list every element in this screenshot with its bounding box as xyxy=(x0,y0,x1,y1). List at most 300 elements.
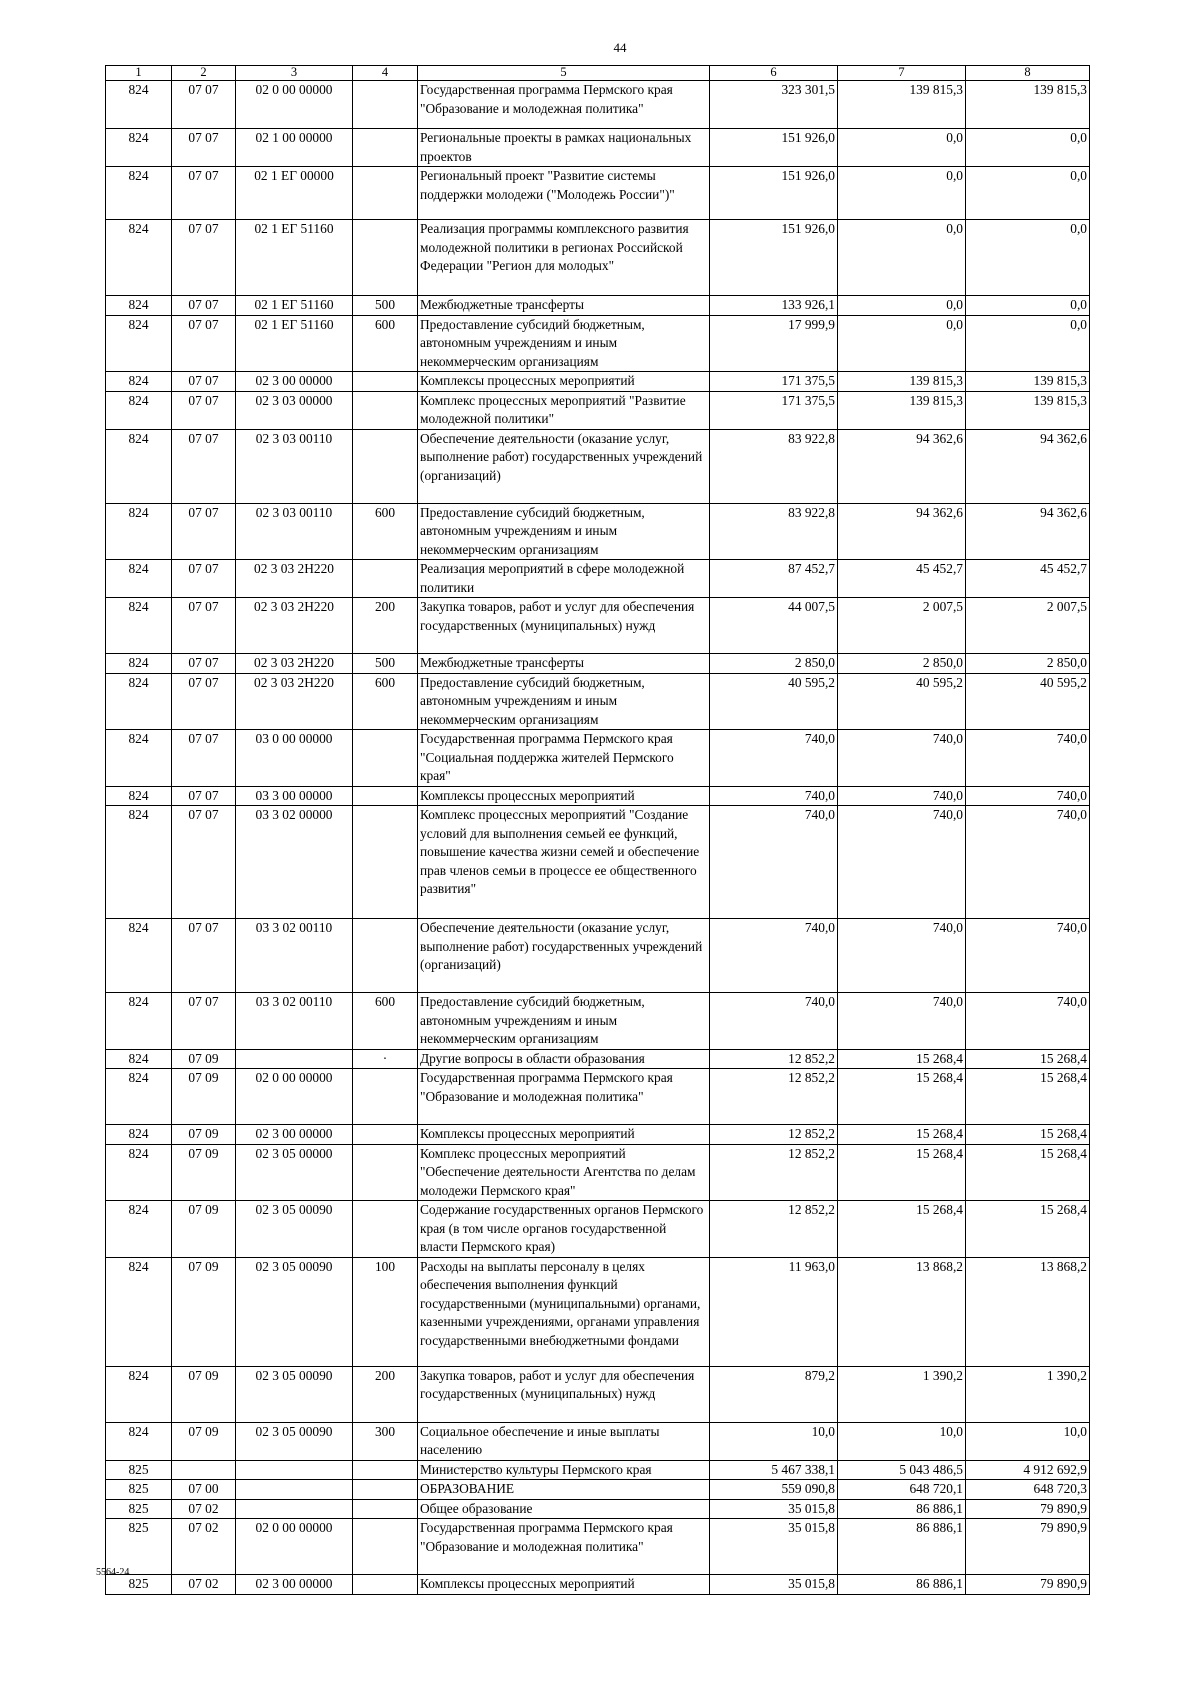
item-name-cell: Межбюджетные трансферты xyxy=(418,654,710,674)
table-row xyxy=(106,654,1090,674)
table-row xyxy=(106,372,1090,392)
amount-year-2-cell: 139 815,3 xyxy=(838,81,966,129)
target-article-cell: 02 1 ЕГ 51160 xyxy=(236,315,353,372)
expense-type-cell xyxy=(353,1460,418,1480)
amount-year-2-cell: 2 850,0 xyxy=(838,654,966,674)
column-header: 5 xyxy=(418,66,710,81)
admin-code-cell: 824 xyxy=(106,81,172,129)
amount-year-1-cell: 12 852,2 xyxy=(710,1069,838,1125)
table-row xyxy=(106,786,1090,806)
item-name-cell: Реализация программы комплексного развития молодежной политики в регионах Российской Федерации "Регион для молодых" xyxy=(418,220,710,296)
amount-year-2-cell: 0,0 xyxy=(838,315,966,372)
item-name-cell: Комплексы процессных мероприятий xyxy=(418,372,710,392)
amount-year-1-cell: 17 999,9 xyxy=(710,315,838,372)
table-row xyxy=(106,1201,1090,1258)
expense-type-cell xyxy=(353,391,418,429)
amount-year-1-cell: 10,0 xyxy=(710,1422,838,1460)
section-code-cell: 07 07 xyxy=(172,786,236,806)
target-article-cell: 02 3 03 00110 xyxy=(236,503,353,560)
amount-year-2-cell: 86 886,1 xyxy=(838,1499,966,1519)
target-article-cell: 03 0 00 00000 xyxy=(236,730,353,787)
amount-year-3-cell: 0,0 xyxy=(966,315,1090,372)
section-code-cell: 07 09 xyxy=(172,1257,236,1366)
amount-year-2-cell: 15 268,4 xyxy=(838,1049,966,1069)
table-row xyxy=(106,673,1090,730)
target-article-cell: 02 0 00 00000 xyxy=(236,1519,353,1575)
item-name-cell: Государственная программа Пермского края "Образование и молодежная политика" xyxy=(418,1519,710,1575)
admin-code-cell: 824 xyxy=(106,1125,172,1145)
table-row xyxy=(106,220,1090,296)
admin-code-cell: 824 xyxy=(106,1049,172,1069)
amount-year-2-cell: 86 886,1 xyxy=(838,1519,966,1575)
expense-type-cell xyxy=(353,1125,418,1145)
expense-type-cell xyxy=(353,1201,418,1258)
section-code-cell: 07 09 xyxy=(172,1069,236,1125)
amount-year-2-cell: 648 720,1 xyxy=(838,1480,966,1500)
amount-year-2-cell: 2 007,5 xyxy=(838,598,966,654)
table-row xyxy=(106,993,1090,1050)
target-article-cell: 02 1 ЕГ 51160 xyxy=(236,296,353,316)
amount-year-1-cell: 740,0 xyxy=(710,806,838,919)
admin-code-cell: 824 xyxy=(106,919,172,993)
expense-type-cell xyxy=(353,167,418,220)
admin-code-cell: 824 xyxy=(106,598,172,654)
expense-type-cell: 500 xyxy=(353,296,418,316)
expense-type-cell xyxy=(353,220,418,296)
amount-year-1-cell: 323 301,5 xyxy=(710,81,838,129)
admin-code-cell: 824 xyxy=(106,1201,172,1258)
section-code-cell: 07 09 xyxy=(172,1366,236,1422)
table-row xyxy=(106,1499,1090,1519)
amount-year-3-cell: 139 815,3 xyxy=(966,372,1090,392)
admin-code-cell: 824 xyxy=(106,673,172,730)
table-row xyxy=(106,730,1090,787)
table-row xyxy=(106,391,1090,429)
column-number-row xyxy=(106,66,1090,81)
table-row xyxy=(106,1049,1090,1069)
admin-code-cell: 824 xyxy=(106,1069,172,1125)
amount-year-2-cell: 15 268,4 xyxy=(838,1144,966,1201)
section-code-cell: 07 09 xyxy=(172,1201,236,1258)
amount-year-1-cell: 12 852,2 xyxy=(710,1201,838,1258)
amount-year-3-cell: 15 268,4 xyxy=(966,1069,1090,1125)
target-article-cell: 02 3 00 00000 xyxy=(236,372,353,392)
amount-year-1-cell: 151 926,0 xyxy=(710,220,838,296)
table-row xyxy=(106,1125,1090,1145)
amount-year-3-cell: 94 362,6 xyxy=(966,429,1090,503)
section-code-cell: 07 02 xyxy=(172,1519,236,1575)
section-code-cell: 07 07 xyxy=(172,81,236,129)
target-article-cell: 03 3 00 00000 xyxy=(236,786,353,806)
target-article-cell: 02 3 05 00090 xyxy=(236,1257,353,1366)
amount-year-1-cell: 35 015,8 xyxy=(710,1575,838,1595)
item-name-cell: Предоставление субсидий бюджетным, автономным учреждениям и иным некоммерческим организациям xyxy=(418,993,710,1050)
amount-year-2-cell: 740,0 xyxy=(838,919,966,993)
admin-code-cell: 824 xyxy=(106,167,172,220)
target-article-cell: 02 3 03 2Н220 xyxy=(236,654,353,674)
expense-type-cell: 200 xyxy=(353,598,418,654)
amount-year-3-cell: 740,0 xyxy=(966,730,1090,787)
amount-year-1-cell: 35 015,8 xyxy=(710,1499,838,1519)
amount-year-2-cell: 740,0 xyxy=(838,993,966,1050)
expense-type-cell xyxy=(353,1069,418,1125)
item-name-cell: Министерство культуры Пермского края xyxy=(418,1460,710,1480)
amount-year-3-cell: 94 362,6 xyxy=(966,503,1090,560)
admin-code-cell: 824 xyxy=(106,654,172,674)
amount-year-3-cell: 740,0 xyxy=(966,993,1090,1050)
amount-year-1-cell: 559 090,8 xyxy=(710,1480,838,1500)
admin-code-cell: 824 xyxy=(106,1366,172,1422)
section-code-cell: 07 07 xyxy=(172,129,236,167)
expense-type-cell xyxy=(353,1480,418,1500)
item-name-cell: Комплекс процессных мероприятий "Создание условий для выполнения семьей ее функций, повышение качества жизни семей и обеспечение прав членов семьи в процессе ее общественного развития" xyxy=(418,806,710,919)
item-name-cell: Обеспечение деятельности (оказание услуг, выполнение работ) государственных учреждений (организаций) xyxy=(418,429,710,503)
budget-table xyxy=(105,65,1090,1595)
table-row xyxy=(106,167,1090,220)
amount-year-3-cell: 139 815,3 xyxy=(966,81,1090,129)
section-code-cell: 07 09 xyxy=(172,1125,236,1145)
section-code-cell: 07 07 xyxy=(172,503,236,560)
expense-type-cell xyxy=(353,1519,418,1575)
target-article-cell: 02 3 03 2Н220 xyxy=(236,598,353,654)
target-article-cell: 02 0 00 00000 xyxy=(236,81,353,129)
target-article-cell: 02 3 00 00000 xyxy=(236,1125,353,1145)
amount-year-1-cell: 12 852,2 xyxy=(710,1125,838,1145)
amount-year-3-cell: 0,0 xyxy=(966,220,1090,296)
item-name-cell: Государственная программа Пермского края "Образование и молодежная политика" xyxy=(418,1069,710,1125)
expense-type-cell xyxy=(353,372,418,392)
amount-year-2-cell: 0,0 xyxy=(838,296,966,316)
section-code-cell: 07 02 xyxy=(172,1575,236,1595)
amount-year-2-cell: 0,0 xyxy=(838,129,966,167)
document-code: 5564-24 xyxy=(96,1567,130,1578)
item-name-cell: Предоставление субсидий бюджетным, автономным учреждениям и иным некоммерческим организациям xyxy=(418,673,710,730)
table-row xyxy=(106,560,1090,598)
amount-year-3-cell: 139 815,3 xyxy=(966,391,1090,429)
expense-type-cell xyxy=(353,1575,418,1595)
admin-code-cell: 824 xyxy=(106,993,172,1050)
item-name-cell: Межбюджетные трансферты xyxy=(418,296,710,316)
table-row xyxy=(106,429,1090,503)
amount-year-1-cell: 83 922,8 xyxy=(710,503,838,560)
section-code-cell: 07 07 xyxy=(172,730,236,787)
admin-code-cell: 824 xyxy=(106,296,172,316)
amount-year-1-cell: 740,0 xyxy=(710,919,838,993)
column-header: 2 xyxy=(172,66,236,81)
target-article-cell: 02 1 00 00000 xyxy=(236,129,353,167)
item-name-cell: Социальное обеспечение и иные выплаты населению xyxy=(418,1422,710,1460)
amount-year-2-cell: 740,0 xyxy=(838,786,966,806)
amount-year-1-cell: 87 452,7 xyxy=(710,560,838,598)
amount-year-1-cell: 151 926,0 xyxy=(710,167,838,220)
amount-year-2-cell: 15 268,4 xyxy=(838,1069,966,1125)
target-article-cell: 02 3 03 2Н220 xyxy=(236,560,353,598)
section-code-cell: 07 07 xyxy=(172,560,236,598)
expense-type-cell: 100 xyxy=(353,1257,418,1366)
target-article-cell xyxy=(236,1460,353,1480)
admin-code-cell: 825 xyxy=(106,1460,172,1480)
admin-code-cell: 824 xyxy=(106,429,172,503)
amount-year-1-cell: 740,0 xyxy=(710,786,838,806)
admin-code-cell: 824 xyxy=(106,786,172,806)
amount-year-2-cell: 0,0 xyxy=(838,220,966,296)
table-row xyxy=(106,315,1090,372)
amount-year-3-cell: 740,0 xyxy=(966,786,1090,806)
column-header: 6 xyxy=(710,66,838,81)
amount-year-3-cell: 10,0 xyxy=(966,1422,1090,1460)
amount-year-1-cell: 83 922,8 xyxy=(710,429,838,503)
table-row xyxy=(106,1422,1090,1460)
column-header: 8 xyxy=(966,66,1090,81)
amount-year-3-cell: 2 007,5 xyxy=(966,598,1090,654)
admin-code-cell: 824 xyxy=(106,315,172,372)
table-row xyxy=(106,1069,1090,1125)
target-article-cell xyxy=(236,1499,353,1519)
table-row xyxy=(106,806,1090,919)
expense-type-cell xyxy=(353,1144,418,1201)
expense-type-cell xyxy=(353,560,418,598)
section-code-cell: 07 07 xyxy=(172,806,236,919)
amount-year-2-cell: 1 390,2 xyxy=(838,1366,966,1422)
expense-type-cell: 600 xyxy=(353,315,418,372)
target-article-cell: 02 3 05 00090 xyxy=(236,1422,353,1460)
column-header: 7 xyxy=(838,66,966,81)
amount-year-3-cell: 13 868,2 xyxy=(966,1257,1090,1366)
table-row xyxy=(106,1366,1090,1422)
column-header: 3 xyxy=(236,66,353,81)
target-article-cell: 02 0 00 00000 xyxy=(236,1069,353,1125)
admin-code-cell: 824 xyxy=(106,372,172,392)
expense-type-cell xyxy=(353,730,418,787)
admin-code-cell: 824 xyxy=(106,730,172,787)
table-row xyxy=(106,919,1090,993)
item-name-cell: Региональные проекты в рамках национальных проектов xyxy=(418,129,710,167)
expense-type-cell: 500 xyxy=(353,654,418,674)
item-name-cell: Комплексы процессных мероприятий xyxy=(418,1575,710,1595)
target-article-cell: 02 3 05 00000 xyxy=(236,1144,353,1201)
table-row xyxy=(106,1144,1090,1201)
amount-year-2-cell: 40 595,2 xyxy=(838,673,966,730)
table-row xyxy=(106,129,1090,167)
amount-year-2-cell: 86 886,1 xyxy=(838,1575,966,1595)
admin-code-cell: 825 xyxy=(106,1480,172,1500)
amount-year-3-cell: 79 890,9 xyxy=(966,1519,1090,1575)
item-name-cell: Государственная программа Пермского края "Образование и молодежная политика" xyxy=(418,81,710,129)
target-article-cell xyxy=(236,1480,353,1500)
item-name-cell: Государственная программа Пермского края "Социальная поддержка жителей Пермского края" xyxy=(418,730,710,787)
amount-year-1-cell: 5 467 338,1 xyxy=(710,1460,838,1480)
amount-year-2-cell: 0,0 xyxy=(838,167,966,220)
admin-code-cell: 824 xyxy=(106,1257,172,1366)
expense-type-cell xyxy=(353,81,418,129)
item-name-cell: Региональный проект "Развитие системы поддержки молодежи ("Молодежь России")" xyxy=(418,167,710,220)
amount-year-3-cell: 740,0 xyxy=(966,806,1090,919)
expense-type-cell: 600 xyxy=(353,993,418,1050)
expense-type-cell: 600 xyxy=(353,503,418,560)
amount-year-1-cell: 12 852,2 xyxy=(710,1144,838,1201)
amount-year-3-cell: 1 390,2 xyxy=(966,1366,1090,1422)
section-code-cell: 07 07 xyxy=(172,598,236,654)
target-article-cell: 02 3 03 00000 xyxy=(236,391,353,429)
target-article-cell: 03 3 02 00110 xyxy=(236,919,353,993)
item-name-cell: Содержание государственных органов Пермского края (в том числе органов государственной власти Пермского края) xyxy=(418,1201,710,1258)
item-name-cell: Комплексы процессных мероприятий xyxy=(418,786,710,806)
amount-year-3-cell: 15 268,4 xyxy=(966,1049,1090,1069)
section-code-cell: 07 09 xyxy=(172,1422,236,1460)
item-name-cell: Закупка товаров, работ и услуг для обеспечения государственных (муниципальных) нужд xyxy=(418,598,710,654)
amount-year-3-cell: 4 912 692,9 xyxy=(966,1460,1090,1480)
item-name-cell: Комплексы процессных мероприятий xyxy=(418,1125,710,1145)
amount-year-2-cell: 139 815,3 xyxy=(838,372,966,392)
table-row xyxy=(106,1460,1090,1480)
target-article-cell: 02 3 03 00110 xyxy=(236,429,353,503)
admin-code-cell: 825 xyxy=(106,1499,172,1519)
admin-code-cell: 825 xyxy=(106,1519,172,1575)
item-name-cell: Закупка товаров, работ и услуг для обеспечения государственных (муниципальных) нужд xyxy=(418,1366,710,1422)
table-row xyxy=(106,598,1090,654)
expense-type-cell xyxy=(353,786,418,806)
item-name-cell: Обеспечение деятельности (оказание услуг, выполнение работ) государственных учреждений (организаций) xyxy=(418,919,710,993)
amount-year-3-cell: 648 720,3 xyxy=(966,1480,1090,1500)
amount-year-1-cell: 133 926,1 xyxy=(710,296,838,316)
column-header: 1 xyxy=(106,66,172,81)
amount-year-2-cell: 139 815,3 xyxy=(838,391,966,429)
amount-year-3-cell: 0,0 xyxy=(966,296,1090,316)
table-row xyxy=(106,1519,1090,1575)
table-row xyxy=(106,1575,1090,1595)
target-article-cell: 02 3 03 2Н220 xyxy=(236,673,353,730)
target-article-cell xyxy=(236,1049,353,1069)
section-code-cell: 07 07 xyxy=(172,220,236,296)
budget-table-body xyxy=(106,81,1090,1595)
admin-code-cell: 824 xyxy=(106,220,172,296)
amount-year-1-cell: 40 595,2 xyxy=(710,673,838,730)
expense-type-cell: 300 xyxy=(353,1422,418,1460)
section-code-cell: 07 07 xyxy=(172,654,236,674)
section-code-cell xyxy=(172,1460,236,1480)
target-article-cell: 03 3 02 00110 xyxy=(236,993,353,1050)
section-code-cell: 07 09 xyxy=(172,1049,236,1069)
amount-year-3-cell: 740,0 xyxy=(966,919,1090,993)
amount-year-2-cell: 13 868,2 xyxy=(838,1257,966,1366)
section-code-cell: 07 07 xyxy=(172,296,236,316)
admin-code-cell: 824 xyxy=(106,560,172,598)
amount-year-2-cell: 94 362,6 xyxy=(838,429,966,503)
expense-type-cell: 200 xyxy=(353,1366,418,1422)
table-row xyxy=(106,1257,1090,1366)
amount-year-3-cell: 15 268,4 xyxy=(966,1125,1090,1145)
section-code-cell: 07 00 xyxy=(172,1480,236,1500)
amount-year-1-cell: 740,0 xyxy=(710,993,838,1050)
expense-type-cell: 600 xyxy=(353,673,418,730)
table-row xyxy=(106,1480,1090,1500)
amount-year-1-cell: 44 007,5 xyxy=(710,598,838,654)
item-name-cell: Другие вопросы в области образования xyxy=(418,1049,710,1069)
amount-year-2-cell: 45 452,7 xyxy=(838,560,966,598)
expense-type-cell xyxy=(353,806,418,919)
target-article-cell: 02 3 00 00000 xyxy=(236,1575,353,1595)
amount-year-3-cell: 79 890,9 xyxy=(966,1575,1090,1595)
admin-code-cell: 824 xyxy=(106,806,172,919)
item-name-cell: Предоставление субсидий бюджетным, автономным учреждениям и иным некоммерческим организациям xyxy=(418,503,710,560)
section-code-cell: 07 07 xyxy=(172,993,236,1050)
admin-code-cell: 824 xyxy=(106,503,172,560)
section-code-cell: 07 09 xyxy=(172,1144,236,1201)
admin-code-cell: 825 xyxy=(106,1575,172,1595)
admin-code-cell: 824 xyxy=(106,129,172,167)
item-name-cell: Общее образование xyxy=(418,1499,710,1519)
amount-year-1-cell: 2 850,0 xyxy=(710,654,838,674)
amount-year-1-cell: 11 963,0 xyxy=(710,1257,838,1366)
section-code-cell: 07 07 xyxy=(172,167,236,220)
table-row xyxy=(106,296,1090,316)
expense-type-cell xyxy=(353,129,418,167)
amount-year-2-cell: 740,0 xyxy=(838,806,966,919)
admin-code-cell: 824 xyxy=(106,1144,172,1201)
target-article-cell: 02 3 05 00090 xyxy=(236,1201,353,1258)
amount-year-2-cell: 15 268,4 xyxy=(838,1125,966,1145)
section-code-cell: 07 07 xyxy=(172,673,236,730)
item-name-cell: Расходы на выплаты персоналу в целях обеспечения выполнения функций государственными (муниципальными) органами, казенными учреждениями, органами управления государственными внебюджетными фондами xyxy=(418,1257,710,1366)
amount-year-3-cell: 79 890,9 xyxy=(966,1499,1090,1519)
amount-year-2-cell: 740,0 xyxy=(838,730,966,787)
amount-year-3-cell: 15 268,4 xyxy=(966,1201,1090,1258)
table-row xyxy=(106,81,1090,129)
amount-year-2-cell: 5 043 486,5 xyxy=(838,1460,966,1480)
amount-year-3-cell: 2 850,0 xyxy=(966,654,1090,674)
target-article-cell: 02 1 ЕГ 00000 xyxy=(236,167,353,220)
amount-year-1-cell: 35 015,8 xyxy=(710,1519,838,1575)
amount-year-3-cell: 0,0 xyxy=(966,167,1090,220)
amount-year-2-cell: 15 268,4 xyxy=(838,1201,966,1258)
expense-type-cell: · xyxy=(353,1049,418,1069)
admin-code-cell: 824 xyxy=(106,1422,172,1460)
expense-type-cell xyxy=(353,1499,418,1519)
target-article-cell: 02 1 ЕГ 51160 xyxy=(236,220,353,296)
item-name-cell: Реализация мероприятий в сфере молодежной политики xyxy=(418,560,710,598)
amount-year-1-cell: 171 375,5 xyxy=(710,391,838,429)
page-number: 44 xyxy=(613,40,627,55)
expense-type-cell xyxy=(353,429,418,503)
table-row xyxy=(106,503,1090,560)
target-article-cell: 02 3 05 00090 xyxy=(236,1366,353,1422)
section-code-cell: 07 07 xyxy=(172,919,236,993)
expense-type-cell xyxy=(353,919,418,993)
section-code-cell: 07 07 xyxy=(172,391,236,429)
column-header: 4 xyxy=(353,66,418,81)
section-code-cell: 07 02 xyxy=(172,1499,236,1519)
amount-year-1-cell: 171 375,5 xyxy=(710,372,838,392)
section-code-cell: 07 07 xyxy=(172,315,236,372)
item-name-cell: Комплекс процессных мероприятий "Развитие молодежной политики" xyxy=(418,391,710,429)
amount-year-1-cell: 151 926,0 xyxy=(710,129,838,167)
amount-year-2-cell: 94 362,6 xyxy=(838,503,966,560)
amount-year-2-cell: 10,0 xyxy=(838,1422,966,1460)
item-name-cell: Комплекс процессных мероприятий "Обеспечение деятельности Агентства по делам молодежи Пермского края" xyxy=(418,1144,710,1201)
target-article-cell: 03 3 02 00000 xyxy=(236,806,353,919)
amount-year-3-cell: 0,0 xyxy=(966,129,1090,167)
item-name-cell: Предоставление субсидий бюджетным, автономным учреждениям и иным некоммерческим организациям xyxy=(418,315,710,372)
admin-code-cell: 824 xyxy=(106,391,172,429)
amount-year-1-cell: 879,2 xyxy=(710,1366,838,1422)
item-name-cell: ОБРАЗОВАНИЕ xyxy=(418,1480,710,1500)
section-code-cell: 07 07 xyxy=(172,429,236,503)
amount-year-1-cell: 12 852,2 xyxy=(710,1049,838,1069)
amount-year-3-cell: 15 268,4 xyxy=(966,1144,1090,1201)
section-code-cell: 07 07 xyxy=(172,372,236,392)
amount-year-3-cell: 45 452,7 xyxy=(966,560,1090,598)
amount-year-1-cell: 740,0 xyxy=(710,730,838,787)
